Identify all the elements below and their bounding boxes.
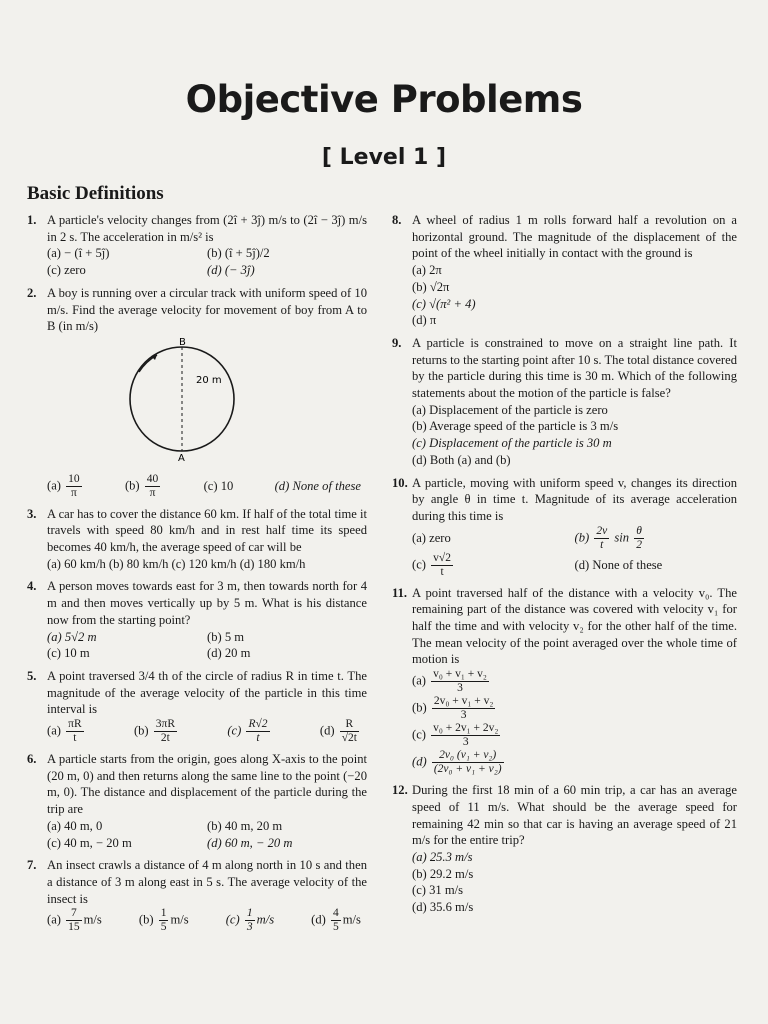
circle-diagram <box>127 337 252 462</box>
option-b[interactable]: (b) 5 m <box>207 629 245 644</box>
question-number: 11. <box>392 585 408 600</box>
options <box>47 718 367 745</box>
question-2 <box>27 285 367 500</box>
option-c[interactable]: (c) $\frac{R√2}{t}$ <box>227 718 268 745</box>
option-c[interactable]: (c) 10 <box>203 478 234 493</box>
option-d[interactable]: (d) $\frac{R}{√2t}$ <box>319 718 357 745</box>
question-11 <box>392 585 737 777</box>
question-text: A point traversed half of the distance with a velocity v₀. The remaining part of the distance was covered with velocity v₁ for half the time and with velocity v₂ for the other half of the time. The mean velocity of the point averaged over the whole time of motion is <box>412 585 737 667</box>
option-d[interactable]: (d) (− 3ĵ) <box>207 263 255 278</box>
options <box>412 525 737 552</box>
question-10 <box>392 475 737 579</box>
option-d[interactable]: (d) 60 m, − 20 m <box>207 835 293 850</box>
question-text: A boy is running over a circular track with uniform speed of 10 m/s. Find the average velocity for movement of boy from A to B (in m/s) <box>47 285 367 334</box>
left-column <box>27 212 367 940</box>
option-c[interactable]: (c) $\frac{\text{v₀ + 2v₁ + 2v₂}}{3}$ <box>412 722 499 749</box>
options <box>47 907 367 934</box>
question-text: An insect crawls a distance of 4 m along north in 10 s and then a distance of 3 m along east in 5 s. The average velocity of the insect is <box>47 858 367 906</box>
option-d[interactable]: (d) None of these <box>574 557 663 572</box>
question-number: 2. <box>27 285 37 300</box>
option-a[interactable]: (a) $\frac{\text{v₀ + v₁ + v₂}}{3}$ <box>412 668 487 695</box>
question-7 <box>27 857 367 934</box>
right-column <box>392 212 737 922</box>
question-9 <box>392 335 737 469</box>
question-1 <box>27 212 367 279</box>
option-c[interactable]: (c) $\frac{v√2}{t}$ <box>412 551 451 578</box>
options[interactable]: (a) 60 km/h (b) 80 km/h (c) 120 km/h (d) 180 km/h <box>47 556 306 571</box>
question-text: During the first 18 min of a 60 min trip, a car has an average speed of 11 m/s. What should be the average speed for remaining 42 min so that car is having an average speed of 21 m/s for the entire trip? <box>412 783 737 848</box>
option-d[interactable]: (d) Both (a) and (b) <box>412 452 511 467</box>
option-a[interactable]: (a) $\frac{\pi R}{t}$ <box>47 718 82 745</box>
level-heading: [ Level 1 ] <box>321 145 447 170</box>
question-text: A car has to cover the distance 60 km. If half of the total time it travels with speed 80 km/h and in rest half time its speed becomes 40 km/h, the average speed of car will be <box>47 506 367 555</box>
option-c[interactable]: (c) 40 m, − 20 m <box>47 835 132 850</box>
option-b[interactable]: (b) 29.2 m/s <box>412 866 474 881</box>
question-text: A wheel of radius 1 m rolls forward half a revolution on a horizontal ground. The magnitude of the displacement of the point of the wheel initially in contact with the ground is <box>412 213 737 261</box>
question-text: A point traversed 3/4 th of the circle of radius R in time t. The magnitude of the average velocity of the particle in this time interval is <box>47 668 367 717</box>
option-a[interactable]: (a) 2π <box>412 263 442 278</box>
question-6 <box>27 751 367 851</box>
option-c[interactable]: (c) 10 m <box>47 646 90 661</box>
option-a[interactable]: (a) 5√2 m <box>47 629 97 644</box>
question-number: 1. <box>27 213 37 227</box>
question-number: 7. <box>27 858 37 873</box>
question-8 <box>392 212 737 329</box>
question-5 <box>27 668 367 745</box>
option-a[interactable]: (a) 40 m, 0 <box>47 818 103 833</box>
option-d[interactable]: (d) $\frac{4}{5}$ m/s <box>311 907 361 934</box>
question-text: A person moves towards east for 3 m, then towards north for 4 m and then moves vertically up by 5 m. What is his distance now from the starting point? <box>47 579 367 627</box>
option-c[interactable]: (c) 31 m/s <box>412 883 464 898</box>
option-d[interactable]: (d) 20 m <box>207 646 251 661</box>
question-3 <box>27 506 367 573</box>
question-4 <box>27 578 367 662</box>
question-text: A particle, moving with uniform speed v, changes its direction by angle θ in time t. Magnitude of its average acceleration during this time is <box>412 475 737 523</box>
label-a: A <box>178 452 185 462</box>
question-number: 5. <box>27 668 37 683</box>
question-number: 6. <box>27 752 37 767</box>
question-number: 3. <box>27 506 37 521</box>
options <box>47 835 367 852</box>
option-b[interactable]: (b) $\frac{2v}{t}$ sin $\frac{\theta}{2}$ <box>574 524 642 551</box>
option-d[interactable]: (d) 35.6 m/s <box>412 900 474 915</box>
circular-track-figure <box>127 337 367 467</box>
options <box>47 629 367 646</box>
option-b[interactable]: (b) √2π <box>412 279 450 294</box>
question-number: 4. <box>27 579 37 594</box>
option-a[interactable]: (a) Displacement of the particle is zero <box>412 402 608 417</box>
option-c[interactable]: (c) √(π² + 4) <box>412 296 476 311</box>
options <box>47 818 367 835</box>
options <box>47 645 367 662</box>
options <box>412 262 737 329</box>
radius-label: 20 m <box>196 374 222 386</box>
option-a[interactable]: (a) $\frac{10}{\pi}$ <box>47 472 80 499</box>
option-d[interactable]: (d) None of these <box>274 478 361 493</box>
option-d[interactable]: (d) π <box>412 313 437 328</box>
track-circle <box>130 347 234 451</box>
options <box>412 849 737 916</box>
options <box>47 473 367 500</box>
option-c[interactable]: (c) Displacement of the particle is 30 m <box>412 436 612 451</box>
question-number: 9. <box>392 335 402 350</box>
option-d[interactable]: (d) $\frac{\text{2v₀ (v₁ + v₂)}}{\text{(2v₀ + v₁ + v₂)}}$ <box>412 749 502 776</box>
question-text: A particle is constrained to move on a straight line path. It returns to the starting point after 10 s. The total distance covered by the particle during this time is 30 m. Which of the following statements about the motion of the particle is false? <box>412 335 738 401</box>
option-b[interactable]: (b) $\frac{\text{2v₀ + v₁ + v₂}}{3}$ <box>412 695 494 722</box>
options <box>412 668 737 776</box>
question-text: A particle's velocity changes from (2î + 3ĵ) m/s to (2î − 3ĵ) m/s in 2 s. The acceleration in m/s² is <box>47 213 367 244</box>
option-c[interactable]: (c) zero <box>47 263 86 278</box>
option-a[interactable]: (a) 25.3 m/s <box>412 849 473 864</box>
option-b[interactable]: (b) 40 m, 20 m <box>207 818 283 833</box>
options <box>412 402 737 469</box>
option-a[interactable]: (a) $\frac{7}{15}$ m/s <box>47 907 102 934</box>
options <box>412 552 737 579</box>
page-title: Objective Problems <box>185 78 583 121</box>
label-b: B <box>179 336 186 348</box>
question-12 <box>392 782 737 916</box>
question-text: A particle starts from the origin, goes along X-axis to the point (20 m, 0) and then returns along the same line to the point (−20 m, 0). The distance and displacement of the particle during the trip are <box>47 752 367 817</box>
section-heading: Basic Definitions <box>27 183 164 204</box>
options <box>47 245 367 262</box>
option-b[interactable]: (b) $\frac{40}{\pi}$ <box>124 472 159 499</box>
option-a[interactable]: (a) − (î + 5ĵ) <box>47 246 110 261</box>
option-b[interactable]: (b) Average speed of the particle is 3 m/s <box>412 419 619 434</box>
option-a[interactable]: (a) zero <box>412 530 451 545</box>
option-b[interactable]: (b) $\frac{3\pi R}{2t}$ <box>133 718 176 745</box>
question-number: 12. <box>392 783 408 798</box>
option-c[interactable]: (c) $\frac{1}{3}$ m/s <box>225 907 275 934</box>
question-number: 10. <box>392 475 408 490</box>
question-number: 8. <box>392 213 402 227</box>
options <box>47 262 367 279</box>
option-b[interactable]: (b) (î + 5ĵ)/2 <box>207 246 270 261</box>
option-b[interactable]: (b) $\frac{1}{5}$ m/s <box>138 907 189 934</box>
